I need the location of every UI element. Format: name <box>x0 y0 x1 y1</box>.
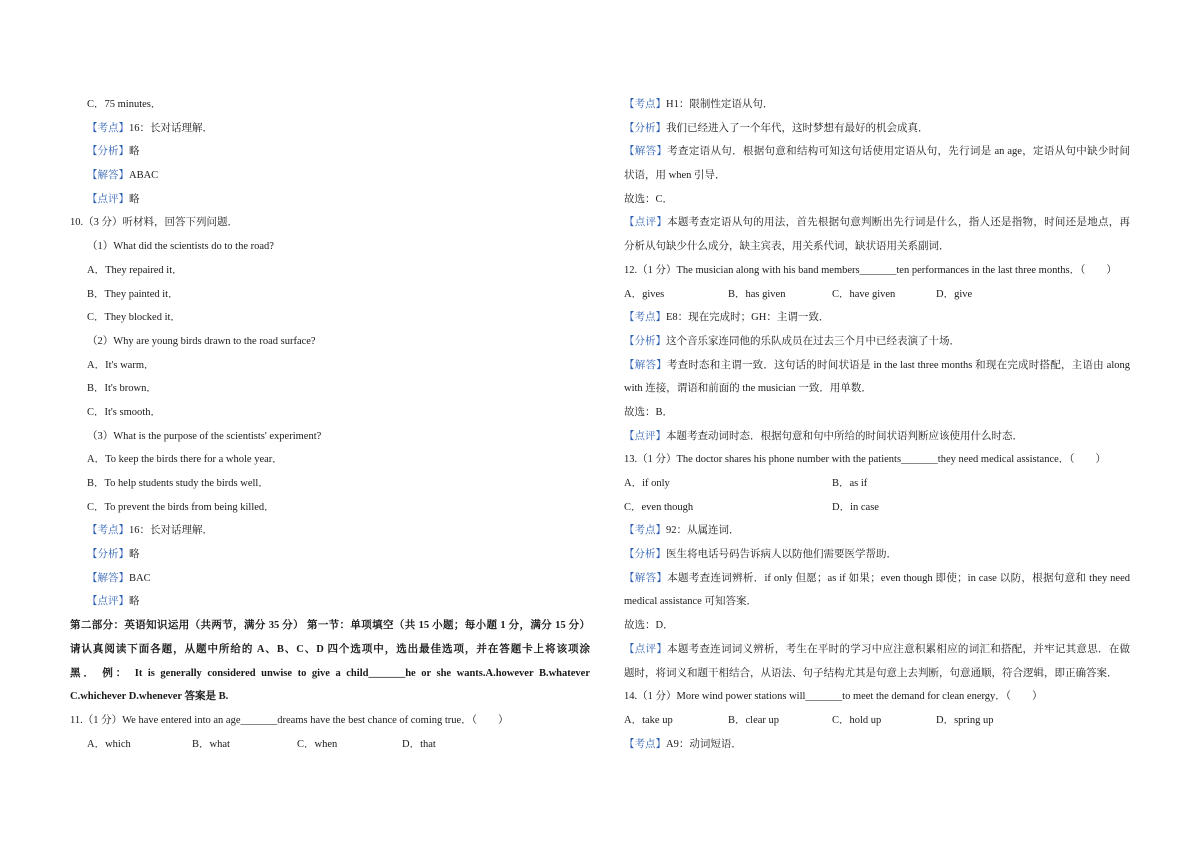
dianping-tag: 【点评】 <box>87 193 129 205</box>
kaodian-line <box>70 519 590 543</box>
option-c: C．have given <box>832 288 896 300</box>
dianping-line <box>70 188 590 212</box>
continuation-line: 状语，用 when 引导． <box>624 170 726 182</box>
jieda-line <box>70 164 590 188</box>
question-13-options-row1 <box>624 472 1130 496</box>
question-14-stem: 14.（1 分）More wind power stations will_______to meet the demand for clean energy．（ ） <box>624 691 1043 703</box>
fenxi-tag: 【分析】 <box>624 549 666 561</box>
option-line: B．It's brown． <box>87 383 157 395</box>
continuation-line: 题时，将词义和题干相结合，从语法、句子结构尤其是句意上去判断，句意通顺，符合逻辑，即正确答案． <box>624 667 1118 679</box>
jieda-text: BAC <box>129 572 151 584</box>
jieda-tag: 【解答】 <box>624 359 667 371</box>
subquestion-3: （3）What is the purpose of the scientists' experiment? <box>87 430 322 442</box>
question-11-options <box>70 733 590 757</box>
kaodian-text: 16：长对话理解． <box>129 122 213 134</box>
question-12-stem: 12.（1 分）The musician along with his band members_______ten performances in the last three months．（ ） <box>624 264 1117 276</box>
option-d: D．spring up <box>936 714 994 726</box>
answer-choice-line: 故选：B． <box>624 406 674 418</box>
option-a: A．take up <box>624 714 673 726</box>
dianping-tag: 【点评】 <box>624 643 668 655</box>
kaodian-text: 16：长对话理解． <box>129 525 213 537</box>
option-b: B．clear up <box>728 714 780 726</box>
jieda-text: 考查时态和主谓一致．这句话的时间状语是 in the last three months 和现在完成时搭配，主语由 along <box>666 359 1130 371</box>
continuation-line: 分析从句缺少什么成分，缺主宾表，用关系代词，缺状语用关系副词． <box>624 241 950 253</box>
option-a: A．gives <box>624 288 665 300</box>
option-a: A．which <box>87 738 131 750</box>
kaodian-tag: 【考点】 <box>624 738 666 750</box>
question-13-options-row2 <box>624 496 1130 520</box>
jieda-text: 考查定语从句．根据句意和结构可知这句话使用定语从句，先行词是 an age，定语从句中缺少时间 <box>667 146 1131 158</box>
option-line: A．They repaired it． <box>87 264 183 276</box>
jieda-text: 本题考查连词辨析．if only 但愿；as if 如果；even though 即使；in case 以防，根据句意和 they need <box>667 572 1130 584</box>
fenxi-line <box>624 543 1130 567</box>
jieda-tag: 【解答】 <box>624 572 668 584</box>
section-example-answer: C.whichever D.whenever 答案是 B. <box>70 691 229 703</box>
dianping-line <box>624 425 1130 449</box>
option-line: C．To prevent the birds from being killed． <box>87 501 275 513</box>
dianping-line <box>624 211 1130 235</box>
option-d: D．in case <box>832 501 879 513</box>
fenxi-tag: 【分析】 <box>87 146 129 158</box>
option-line: B．To help students study the birds well． <box>87 478 269 489</box>
kaodian-line <box>624 93 1130 117</box>
question-13-stem: 13.（1 分）The doctor shares his phone number with the patients_______they need medical assistance．（ ） <box>624 454 1107 466</box>
kaodian-text: 92：从属连词． <box>666 525 740 537</box>
option-line: C．75 minutes． <box>87 99 162 110</box>
dianping-text: 本题考查定语从句的用法，首先根据句意判断出先行词是什么，指人还是指物，时间还是地点，再 <box>667 217 1131 229</box>
jieda-line <box>624 140 1130 164</box>
option-line: B．They painted it． <box>87 288 179 300</box>
dianping-tag: 【点评】 <box>87 596 129 608</box>
option-line: A．It's warm． <box>87 359 155 371</box>
option-d: D．that <box>402 738 436 750</box>
option-a: A．if only <box>624 478 670 489</box>
option-c: C．even though <box>624 501 694 513</box>
fenxi-text: 这个音乐家连同他的乐队成员在过去三个月中已经表演了十场． <box>666 335 960 347</box>
fenxi-line <box>70 543 590 567</box>
jieda-line <box>70 567 590 591</box>
dianping-tag: 【点评】 <box>624 217 668 229</box>
option-b: B．has given <box>728 288 786 300</box>
section-heading: 第二部分：英语知识运用（共两节，满分 35 分） 第一节：单项填空（共 15 小题；每小题 1 分，满分 15 分） <box>70 620 590 632</box>
kaodian-line <box>624 306 1130 330</box>
kaodian-text: H1：限制性定语从句． <box>666 99 774 110</box>
fenxi-text: 略 <box>129 549 140 561</box>
fenxi-line <box>70 140 590 164</box>
jieda-tag: 【解答】 <box>87 572 129 584</box>
kaodian-tag: 【考点】 <box>87 525 129 537</box>
answer-choice-line: 故选：D． <box>624 620 674 632</box>
continuation-line: with 连接，谓语和前面的 the musician 一致．用单数． <box>624 383 872 395</box>
option-b: B．as if <box>832 478 868 489</box>
question-11-stem: 11.（1 分）We have entered into an age_______dreams have the best chance of coming true．（ ） <box>70 714 509 726</box>
dianping-line <box>70 590 590 614</box>
jieda-line <box>624 567 1130 591</box>
jieda-text: ABAC <box>129 170 159 182</box>
kaodian-text: A9：动词短语． <box>666 738 742 750</box>
continuation-line: medical assistance 可知答案． <box>624 596 757 608</box>
kaodian-tag: 【考点】 <box>624 312 666 324</box>
left-column <box>70 93 590 756</box>
option-line: A．To keep the birds there for a whole year． <box>87 454 283 466</box>
dianping-line <box>624 638 1130 662</box>
kaodian-line <box>70 117 590 141</box>
kaodian-text: E8：现在完成时；GH：主谓一致． <box>666 312 830 324</box>
fenxi-text: 医生将电话号码告诉病人以防他们需要医学帮助． <box>666 549 897 561</box>
question-14-options <box>624 709 1130 733</box>
fenxi-line <box>624 117 1130 141</box>
option-d: D．give <box>936 288 973 300</box>
question-10-stem: 10.（3 分）听材料，回答下列问题． <box>70 217 238 229</box>
subquestion-2: （2）Why are young birds drawn to the road surface? <box>87 335 316 347</box>
jieda-tag: 【解答】 <box>87 170 129 182</box>
question-12-options <box>624 283 1130 307</box>
option-c: C．hold up <box>832 714 882 726</box>
jieda-tag: 【解答】 <box>624 146 668 158</box>
fenxi-tag: 【分析】 <box>624 335 666 347</box>
fenxi-tag: 【分析】 <box>87 549 129 561</box>
dianping-text: 本题考查连词词义辨析，考生在平时的学习中应注意积累相应的词汇和搭配，并牢记其意思．在做 <box>667 643 1131 655</box>
section-example: 黑． 例： It is generally considered unwise to give a child_______he or she wants.A.however B.whatever <box>70 667 590 679</box>
fenxi-text: 略 <box>129 146 140 158</box>
jieda-line <box>624 354 1130 378</box>
fenxi-text: 我们已经进入了一个年代，这时梦想有最好的机会成真． <box>666 122 929 134</box>
kaodian-tag: 【考点】 <box>87 122 129 134</box>
right-column <box>624 93 1130 756</box>
option-c: C．when <box>297 738 338 750</box>
kaodian-line <box>624 733 1130 757</box>
dianping-text: 略 <box>129 193 140 205</box>
kaodian-line <box>624 519 1130 543</box>
section-instruction: 请认真阅读下面各题，从题中所给的 A、B、C、D 四个选项中，选出最佳选项，并在答题卡上将该项涂 <box>70 643 590 655</box>
option-line: C．It's smooth． <box>87 406 161 418</box>
subquestion-1: （1）What did the scientists do to the road? <box>87 241 274 253</box>
kaodian-tag: 【考点】 <box>624 99 666 110</box>
fenxi-line <box>624 330 1130 354</box>
answer-choice-line: 故选：C． <box>624 193 674 205</box>
option-line: C．They blocked it． <box>87 312 181 324</box>
fenxi-tag: 【分析】 <box>624 122 666 134</box>
dianping-text: 本题考查动词时态．根据句意和句中所给的时间状语判断应该使用什么时态． <box>666 430 1023 442</box>
dianping-tag: 【点评】 <box>624 430 666 442</box>
dianping-text: 略 <box>129 596 140 608</box>
kaodian-tag: 【考点】 <box>624 525 666 537</box>
option-b: B．what <box>192 738 230 750</box>
